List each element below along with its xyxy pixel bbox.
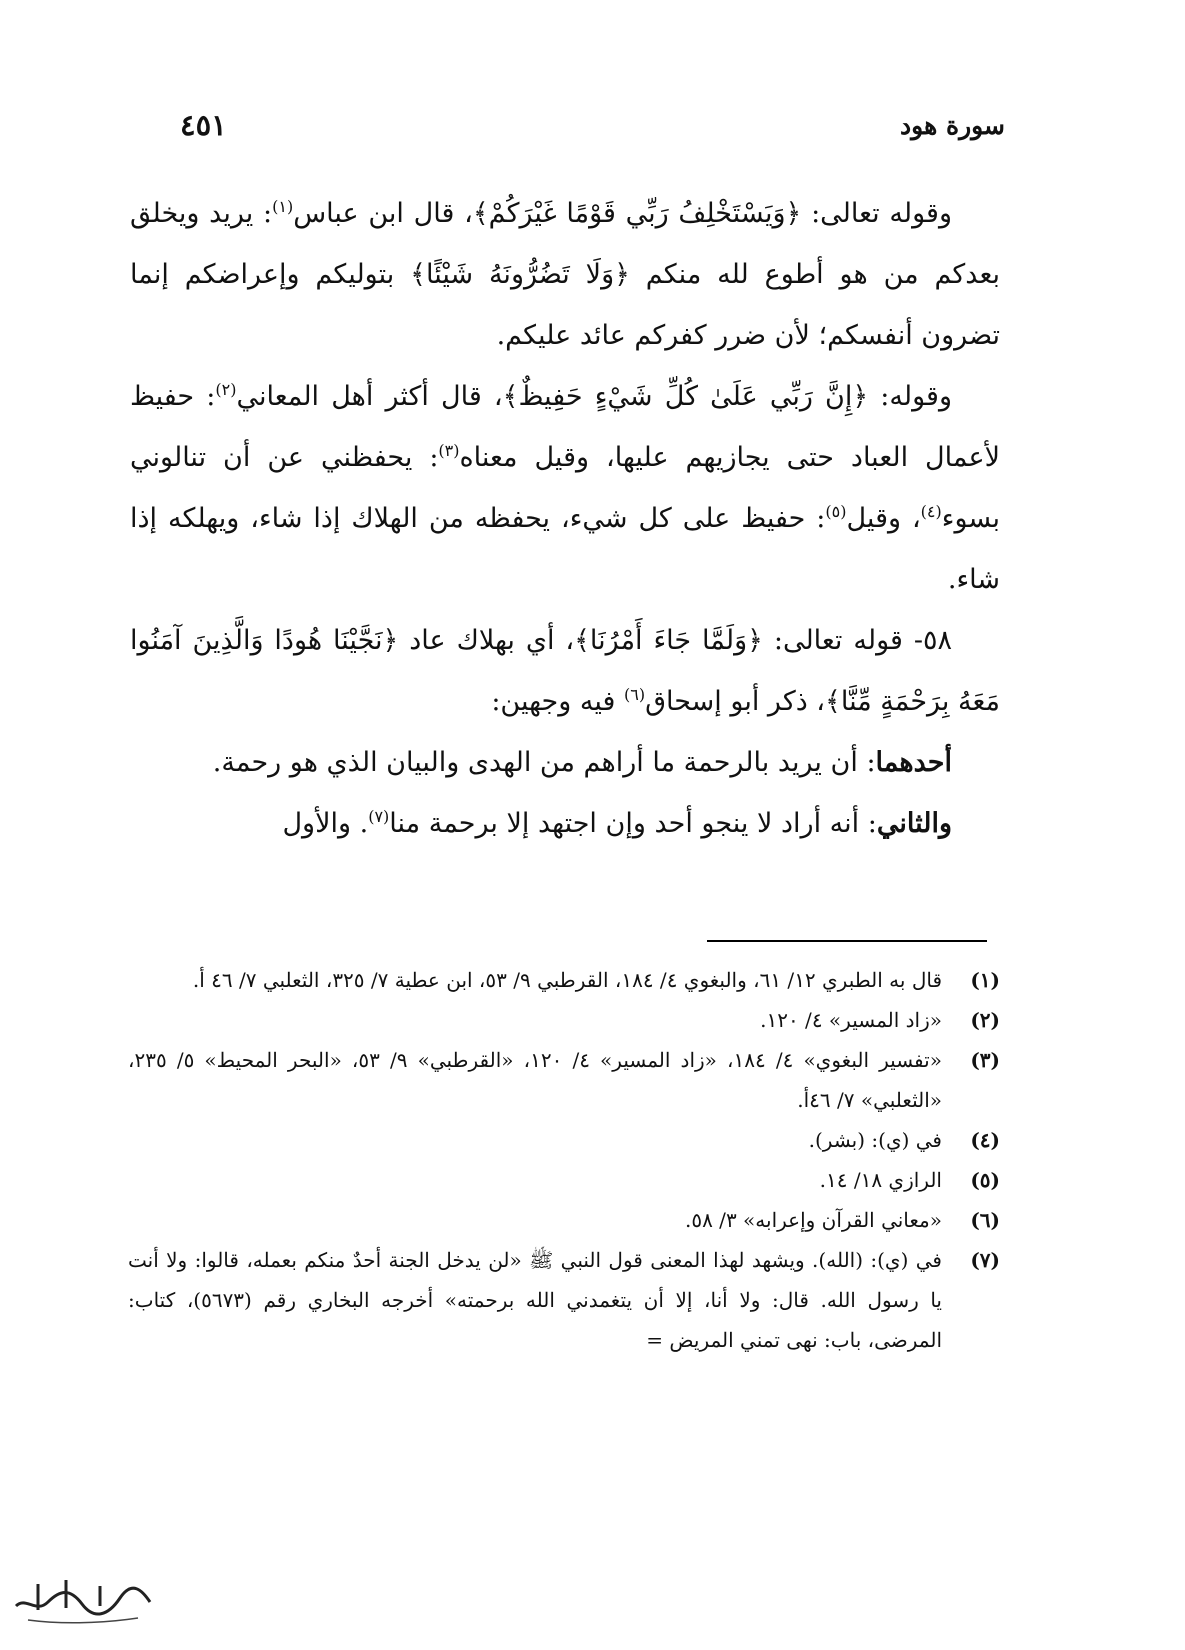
text-run: . والأول — [282, 808, 369, 839]
text-run: وقوله: — [868, 381, 952, 412]
footnote-text: «تفسير البغوي» ٤/ ١٨٤، «زاد المسير» ٤/ ١٢٠، «القرطبي» ٩/ ٥٣، «البحر المحيط» ٥/ ٢٣٥، «الثعلبي» ٧/ ٤٦أ. — [128, 1048, 942, 1112]
text-run: ، ذكر أبو إسحاق — [645, 686, 826, 717]
footnote-item — [128, 1160, 1000, 1200]
footnote-text: في (ي): (الله). ويشهد لهذا المعنى قول النبي ﷺ «لن يدخل الجنة أحدٌ منكم بعمله، قالوا: ولا أنت يا رسول الله. قال: ولا أنا، إلا أن يتغمدني الله برحمته» أخرجه البخاري رقم (٥٦٧٣)، كتاب: المرضى، باب: نهى تمني المريض = — [128, 1248, 942, 1352]
text-run: : يحفظني عن أن تنالوني بسوء — [130, 442, 1001, 534]
surah-title: سورة هود — [900, 110, 1005, 140]
footnote-text: «معاني القرآن وإعرابه» ٣/ ٥٨. — [684, 1208, 942, 1232]
text-run: ٥٨- قوله تعالى: — [762, 625, 952, 656]
text-run: : حفيظ على كل شيء، يحفظه من الهلاك إذا شاء، ويهلكه إذا شاء. — [130, 503, 1000, 595]
bold-term: والثاني — [876, 808, 952, 839]
footnote-item — [128, 1000, 1000, 1040]
footnote-text: الرازي ١٨/ ١٤. — [819, 1168, 942, 1192]
footnote-marker: (٣) — [438, 441, 460, 460]
footnote-item — [128, 960, 1000, 1000]
body-paragraph — [130, 732, 1000, 793]
footnote-separator — [707, 940, 987, 942]
footnote-item — [128, 1040, 1000, 1120]
footnote-marker: (٥) — [825, 502, 847, 521]
quran-quote: ﴿نَجَّيْنَا هُودًا وَالَّذِينَ آمَنُوا مَعَهُ بِرَحْمَةٍ مِّنَّا﴾ — [130, 625, 1000, 717]
footnote-marker: (١) — [272, 197, 294, 216]
text-run: بتوليكم وإعراضكم إنما تضرون أنفسكم؛ لأن ضرر كفركم عائد عليكم. — [130, 259, 1000, 351]
footnote-marker: (٢) — [215, 380, 237, 399]
quran-quote: ﴿إِنَّ رَبِّي عَلَىٰ كُلِّ شَيْءٍ حَفِيظٌ﴾ — [502, 381, 869, 412]
footnote-number: (٧) — [970, 1248, 1000, 1272]
text-run: ، وقيل — [846, 503, 921, 534]
footnote-item — [128, 1120, 1000, 1160]
body-paragraph — [130, 183, 1000, 366]
text-run: : أن يريد بالرحمة ما أراهم من الهدى والبيان الذي هو رحمة. — [212, 747, 876, 778]
footnote-text: «زاد المسير» ٤/ ١٢٠. — [760, 1008, 942, 1032]
body-paragraph — [130, 793, 1000, 854]
text-run: ، أي بهلاك عاد — [398, 625, 575, 656]
page-number: ٤٥١ — [180, 108, 227, 142]
page-header — [180, 103, 1005, 147]
footnote-item — [128, 1200, 1000, 1240]
body-paragraph — [130, 366, 1000, 610]
footnote-marker: (٤) — [920, 502, 942, 521]
text-run: فيه وجهين: — [491, 686, 624, 717]
text-run: : أنه أراد لا ينجو أحد وإن اجتهد إلا برحمة منا — [389, 808, 877, 839]
body-paragraph — [130, 610, 1000, 732]
text-run: : حفيظ لأعمال العباد حتى يجازيهم عليها، وقيل معناه — [130, 381, 1001, 473]
quran-quote: ﴿وَلَمَّا جَاءَ أَمْرُنَا﴾ — [574, 625, 763, 656]
footnote-number: (٤) — [970, 1128, 1000, 1152]
footnote-number: (١) — [970, 968, 1000, 992]
quran-quote: ﴿وَلَا تَضُرُّونَهُ شَيْئًا﴾ — [410, 259, 630, 290]
footnotes — [128, 960, 1000, 1360]
footnote-item — [128, 1240, 1000, 1360]
text-run: : يريد ويخلق بعدكم من هو أطوع لله منكم — [130, 198, 1000, 290]
publisher-logo — [8, 1566, 158, 1632]
footnote-number: (٣) — [970, 1048, 1000, 1072]
text-run: ، قال ابن عباس — [293, 198, 473, 229]
footnote-text: قال به الطبري ١٢/ ٦١، والبغوي ٤/ ١٨٤، القرطبي ٩/ ٥٣، ابن عطية ٧/ ٣٢٥، الثعلبي ٧/ ٤٦ أ. — [192, 968, 942, 992]
text-run: وقوله تعالى: — [801, 198, 952, 229]
quran-quote: ﴿وَيَسْتَخْلِفُ رَبِّي قَوْمًا غَيْرَكُمْ﴾ — [472, 198, 802, 229]
footnote-number: (٢) — [970, 1008, 1000, 1032]
footnote-number: (٥) — [970, 1168, 1000, 1192]
text-run: ، قال أكثر أهل المعاني — [236, 381, 503, 412]
footnote-marker: (٦) — [623, 685, 646, 704]
main-text — [130, 183, 1000, 854]
footnote-marker: (٧) — [368, 807, 390, 826]
bold-term: أحدهما — [875, 747, 952, 778]
footnote-text: في (ي): (بشر). — [808, 1128, 942, 1152]
footnote-number: (٦) — [970, 1208, 1000, 1232]
